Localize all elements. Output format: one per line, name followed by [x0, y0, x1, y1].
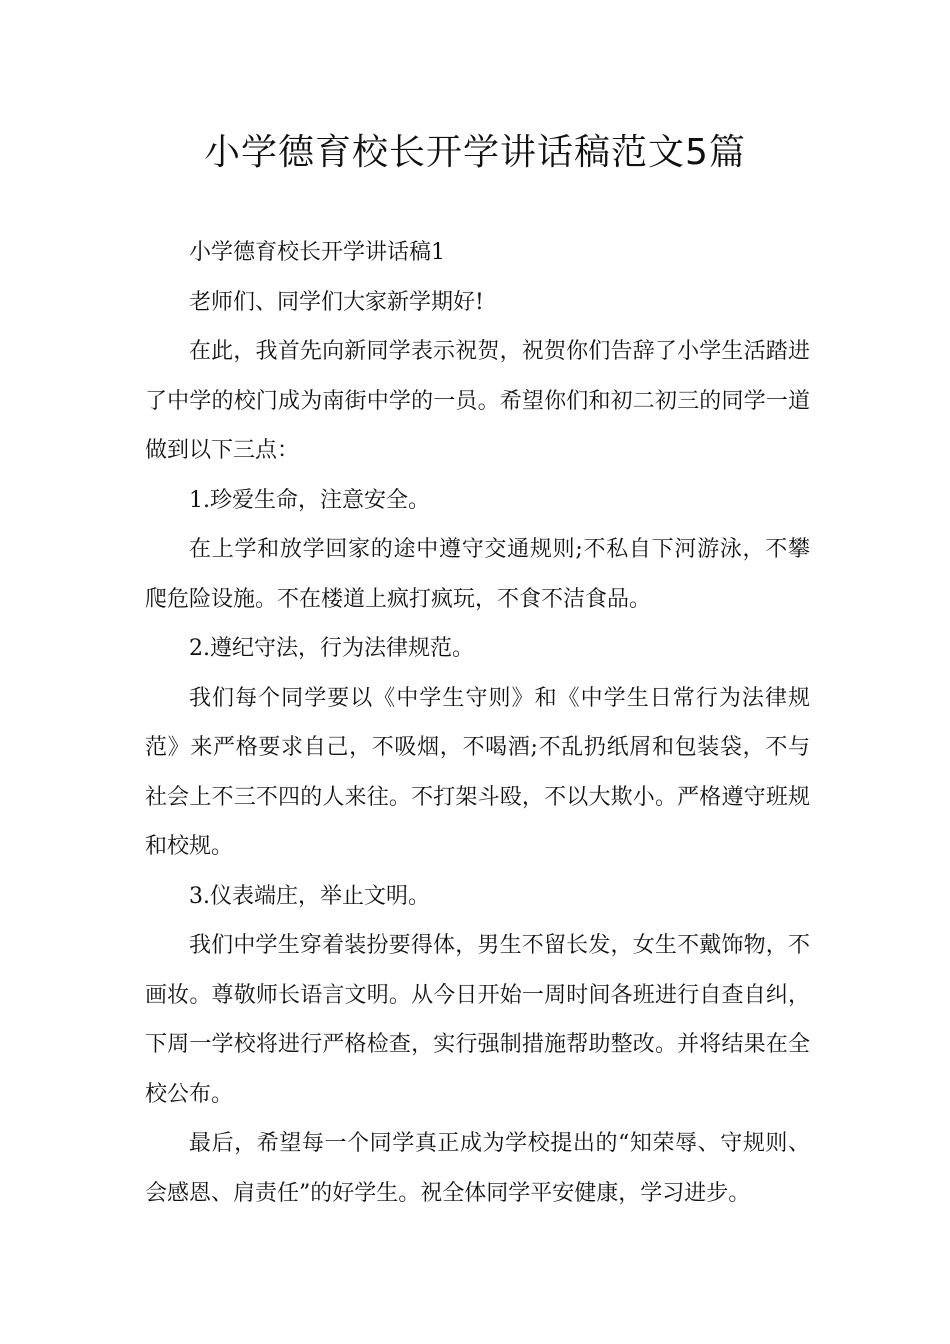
document-body: [145, 228, 810, 1218]
greeting-paragraph: 老师们、同学们大家新学期好!: [189, 289, 484, 315]
speech-heading: 小学德育校长开学讲话稿1: [189, 240, 445, 265]
point-2-paragraph: 我们每个同学要以《中学生守则》和《中学生日常行为法律规范》来严格要求自己，不吸烟，不喝酒;不乱扔纸屑和包装袋，不与社会上不三不四的人来往。不打架斗殴，不以大欺小。严格遵守班规和校规。: [145, 685, 810, 859]
point-3-paragraph: 我们中学生穿着装扮要得体，男生不留长发，女生不戴饰物，不画妆。尊敬师长语言文明。从今日开始一周时间各班进行自查自纠，下周一学校将进行严格检查，实行强制措施帮助整改。并将结果在全校公布。: [145, 933, 810, 1107]
document-title: 小学德育校长开学讲话稿范文5篇: [204, 132, 746, 173]
point-1-heading: 1.珍爱生命，注意安全。: [189, 487, 430, 513]
intro-paragraph: 在此，我首先向新同学表示祝贺，祝贺你们告辞了小学生活踏进了中学的校门成为南街中学的一员。希望你们和初二初三的同学一道做到以下三点：: [145, 339, 810, 463]
closing-paragraph: 最后，希望每一个同学真正成为学校提出的“知荣辱、守规则、会感恩、肩责任”的好学生。祝全体同学平安健康，学习进步。: [145, 1131, 810, 1206]
point-2-heading: 2.遵纪守法，行为法律规范。: [189, 636, 474, 661]
point-3-heading: 3.仪表端庄，举止文明。: [189, 883, 430, 909]
point-1-paragraph: 在上学和放学回家的途中遵守交通规则;不私自下河游泳，不攀爬危险设施。不在楼道上疯打疯玩，不食不洁食品。: [145, 537, 810, 612]
